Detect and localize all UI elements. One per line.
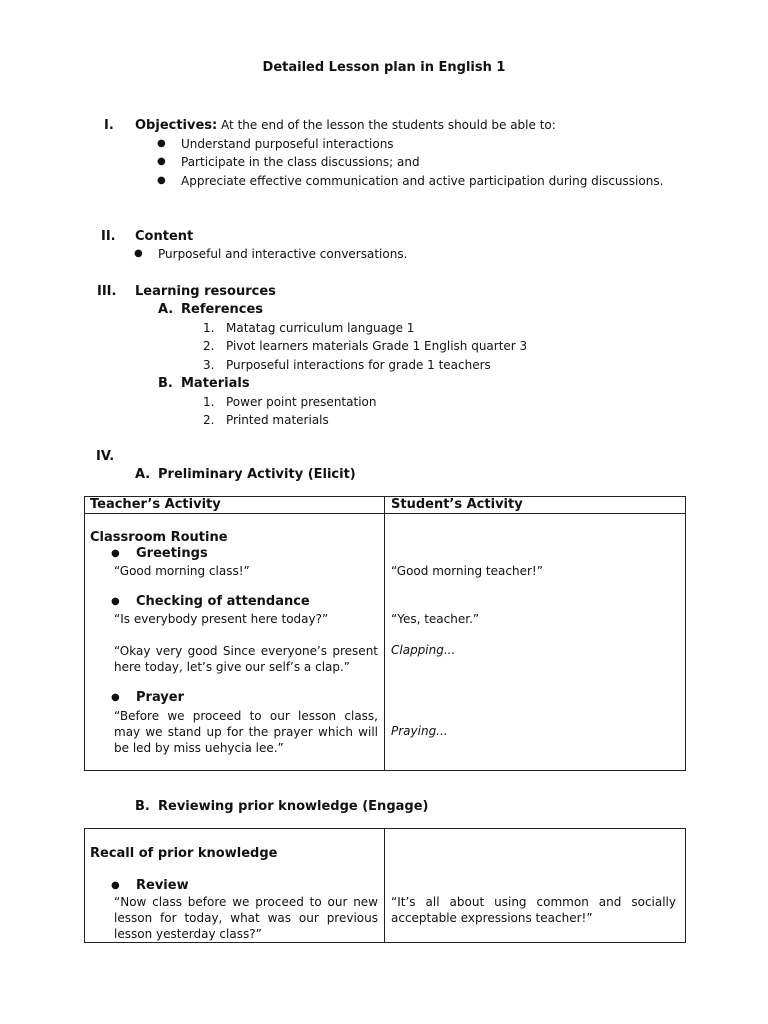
prayer-heading: Prayer (136, 690, 185, 705)
objectives-line (135, 118, 556, 133)
document-title: Detailed Lesson plan in English 1 (262, 60, 506, 75)
materials-letter: B. (158, 376, 173, 391)
preliminary-activity-table (84, 496, 686, 771)
prayer-student: Praying... (391, 724, 448, 738)
reference-number: 3. (203, 358, 215, 372)
clap-student: Clapping... (391, 643, 456, 657)
student-activity-cell (385, 514, 686, 771)
content-item: Purposeful and interactive conversations. (158, 247, 408, 261)
bullet-icon: ● (134, 248, 143, 259)
preliminary-letter: A. (135, 467, 151, 482)
prayer-teacher: “Before we proceed to our lesson class, may we stand up for the prayer which will be led by miss uehycia lee.” (114, 709, 378, 755)
reference-item: Purposeful interactions for grade 1 teachers (226, 358, 491, 372)
engage-student-cell (385, 829, 686, 943)
content-heading: Content (135, 229, 194, 244)
material-item: Power point presentation (226, 395, 377, 409)
material-item: Printed materials (226, 413, 329, 427)
attendance-student: “Yes, teacher.” (391, 612, 480, 626)
reference-item: Matatag curriculum language 1 (226, 321, 415, 335)
greetings-student: “Good morning teacher!” (391, 564, 543, 578)
objectives-numeral: I. (104, 118, 114, 133)
attendance-teacher: “Is everybody present here today?” (114, 612, 329, 626)
materials-heading: Materials (181, 376, 250, 391)
bullet-icon: ● (157, 156, 166, 167)
objectives-heading: Objectives: (135, 118, 218, 133)
engage-table (84, 828, 686, 943)
objectives-intro: At the end of the lesson the students should be able to: (217, 118, 556, 132)
reference-number: 2. (203, 339, 215, 353)
recall-heading: Recall of prior knowledge (90, 846, 278, 861)
objective-item: Participate in the class discussions; and (181, 155, 420, 169)
procedure-numeral: IV. (96, 449, 115, 464)
engage-heading: Reviewing prior knowledge (Engage) (158, 799, 429, 814)
bullet-icon: ● (111, 596, 120, 607)
bullet-icon: ● (111, 880, 120, 891)
student-column-header: Student’s Activity (385, 497, 686, 514)
greetings-heading: Greetings (136, 546, 208, 561)
teacher-activity-cell (85, 514, 385, 771)
engage-teacher-cell (85, 829, 385, 943)
bullet-icon: ● (157, 138, 166, 149)
attendance-heading: Checking of attendance (136, 594, 310, 609)
clap-teacher: “Okay very good Since everyone’s present here today, let’s give our self’s a clap.” (114, 644, 378, 674)
review-teacher: “Now class before we proceed to our new lesson for today, what was our previous lesson yesterday class?” (114, 895, 378, 941)
routine-heading: Classroom Routine (90, 530, 228, 545)
bullet-icon: ● (111, 548, 120, 559)
resources-numeral: III. (97, 284, 117, 299)
objective-item: Appreciate effective communication and active participation during discussions. (181, 174, 664, 188)
references-letter: A. (158, 302, 174, 317)
objective-item: Understand purposeful interactions (181, 137, 394, 151)
review-heading: Review (136, 878, 189, 893)
material-number: 2. (203, 413, 215, 427)
content-numeral: II. (101, 229, 116, 244)
teacher-column-header: Teacher’s Activity (85, 497, 385, 514)
reference-number: 1. (203, 321, 215, 335)
greetings-teacher: “Good morning class!” (114, 564, 250, 578)
reference-item: Pivot learners materials Grade 1 English quarter 3 (226, 339, 528, 353)
preliminary-heading: Preliminary Activity (Elicit) (158, 467, 356, 482)
engage-letter: B. (135, 799, 150, 814)
bullet-icon: ● (111, 692, 120, 703)
bullet-icon: ● (157, 175, 166, 186)
material-number: 1. (203, 395, 215, 409)
references-heading: References (181, 302, 264, 317)
resources-heading: Learning resources (135, 284, 276, 299)
review-student: “It’s all about using common and socially acceptable expressions teacher!” (391, 895, 676, 925)
